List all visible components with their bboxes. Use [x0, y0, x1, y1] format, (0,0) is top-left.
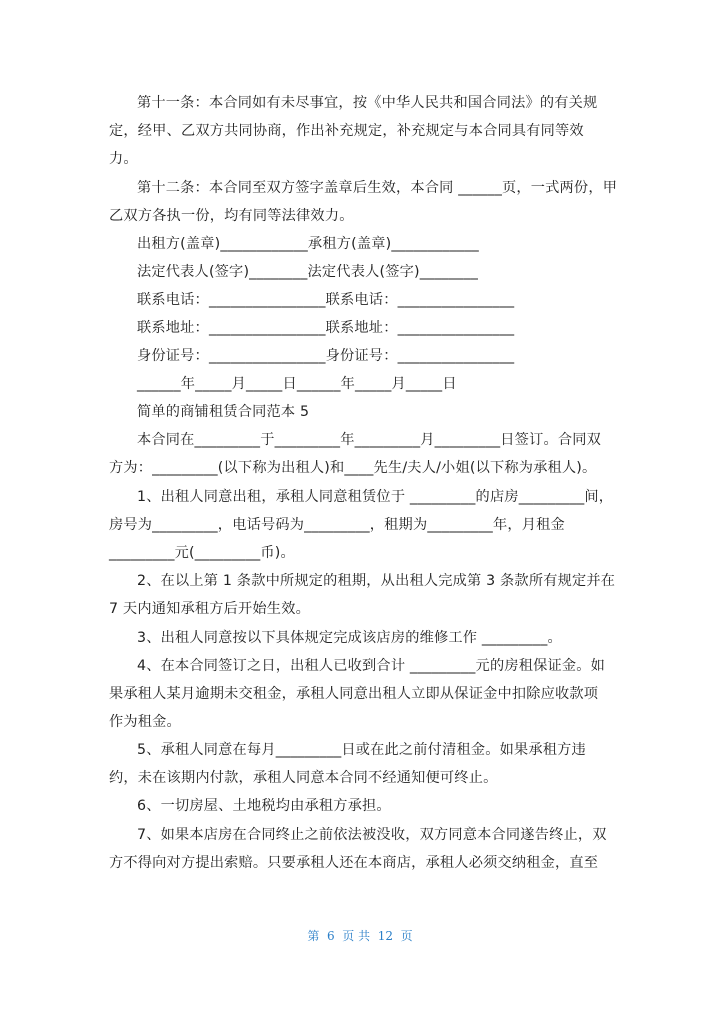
text-line: 1、出租人同意出租，承租人同意租赁位于 _________的店房_________间，	[137, 489, 614, 505]
text-line: 3、出租人同意按以下具体规定完成该店房的维修工作 _________。	[137, 630, 562, 646]
text-line: 7、如果本店房在合同终止之前依法被没收，双方同意本合同遂告终止，双	[137, 827, 607, 843]
text-line: 简单的商铺租赁合同范本 5	[137, 404, 310, 420]
text-line: 身份证号：________________身份证号：________________	[137, 348, 515, 364]
text-line: 方为：_________(以下称为出租人)和____先生/夫人/小姐(以下称为承租人)。	[109, 460, 597, 476]
text-line: 乙双方各执一份，均有同等法律效力。	[109, 208, 354, 224]
text-line: _________元(_________币)。	[109, 545, 295, 561]
text-line: 本合同在_________于_________年_________月_________日签订。合同双	[137, 432, 602, 448]
text-line: 法定代表人(签字)________法定代表人(签字)________	[137, 264, 479, 280]
text-line: 出租方(盖章)____________承租方(盖章)____________	[137, 236, 479, 252]
text-line: 第十一条：本合同如有未尽事宜，按《中华人民共和国合同法》的有关规	[137, 95, 598, 111]
text-line: 6、一切房屋、土地税均由承租方承担。	[137, 798, 391, 814]
text-line: 联系地址：________________联系地址：________________	[137, 320, 515, 336]
text-line: 作为租金。	[109, 714, 181, 730]
text-line: 联系电话：________________联系电话：________________	[137, 292, 515, 308]
text-line: 果承租人某月逾期未交租金，承租人同意出租人立即从保证金中扣除应收款项	[109, 686, 599, 702]
text-line: 力。	[109, 151, 138, 167]
page-footer: 第 6 页 共 12 页	[307, 929, 413, 943]
text-line: 第十二条：本合同至双方签字盖章后生效，本合同 ______页，一式两份，甲	[137, 180, 618, 196]
text-line: 房号为_________，电话号码为_________，租期为_________年，月租金	[109, 517, 565, 533]
text-line: 7 天内通知承租方后开始生效。	[109, 601, 310, 617]
text-line: 5、承租人同意在每月_________日或在此之前付清租金。如果承租方违	[137, 742, 586, 758]
text-line: 方不得向对方提出索赔。只要承租人还在本商店，承租人必须交纳租金，直至	[109, 855, 599, 871]
text-line: ______年_____月_____日______年_____月_____日	[137, 376, 457, 392]
text-line: 约，未在该期内付款，承租人同意本合同不经通知便可终止。	[109, 770, 498, 786]
text-line: 2、在以上第 1 条款中所规定的租期，从出租人完成第 3 条款所有规定并在	[137, 573, 616, 589]
text-line: 4、在本合同签订之日，出租人已收到合计 _________元的房租保证金。如	[137, 658, 606, 674]
text-line: 定，经甲、乙双方共同协商，作出补充规定，补充规定与本合同具有同等效	[109, 123, 584, 139]
